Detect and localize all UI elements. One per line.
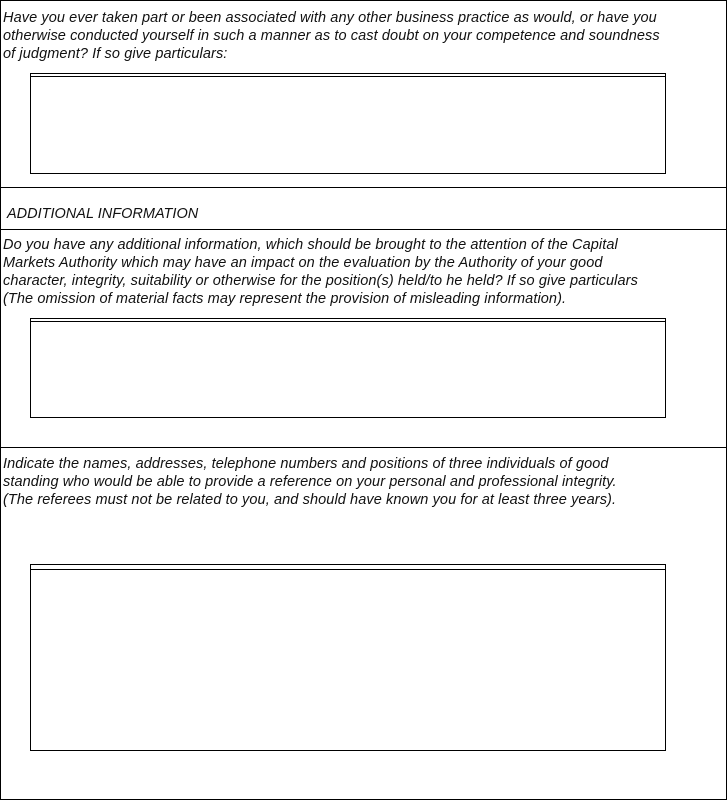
- conduct-answer-field[interactable]: [30, 73, 666, 174]
- additional-information-question: Do you have any additional information, which should be brought to the attention of the Capital Markets Authority which may have an impact on the evaluation by the Authority of your good character, integrity, suitability or otherwise for the position(s) held/to he held? If so give particulars (The omission of material facts may represent the provision of misleading information).: [3, 237, 638, 307]
- additional-information-answer-field[interactable]: [30, 318, 666, 418]
- additional-information-header: [1, 188, 726, 230]
- conduct-section: [1, 1, 726, 188]
- additional-information-section: [1, 230, 726, 448]
- referees-answer-field[interactable]: [30, 564, 666, 751]
- referees-question: Indicate the names, addresses, telephone numbers and positions of three individuals of good standing who would be able to provide a reference on your personal and professional integrity. (The referees must not be related to you, and should have known you for at least three years).: [3, 456, 617, 508]
- conduct-question: Have you ever taken part or been associated with any other business practice as would, or have you otherwise conducted yourself in such a manner as to cast doubt on your competence and soundness of judgment? If so give particulars:: [3, 10, 660, 62]
- referees-section: [1, 448, 726, 799]
- section-heading: ADDITIONAL INFORMATION: [7, 206, 199, 222]
